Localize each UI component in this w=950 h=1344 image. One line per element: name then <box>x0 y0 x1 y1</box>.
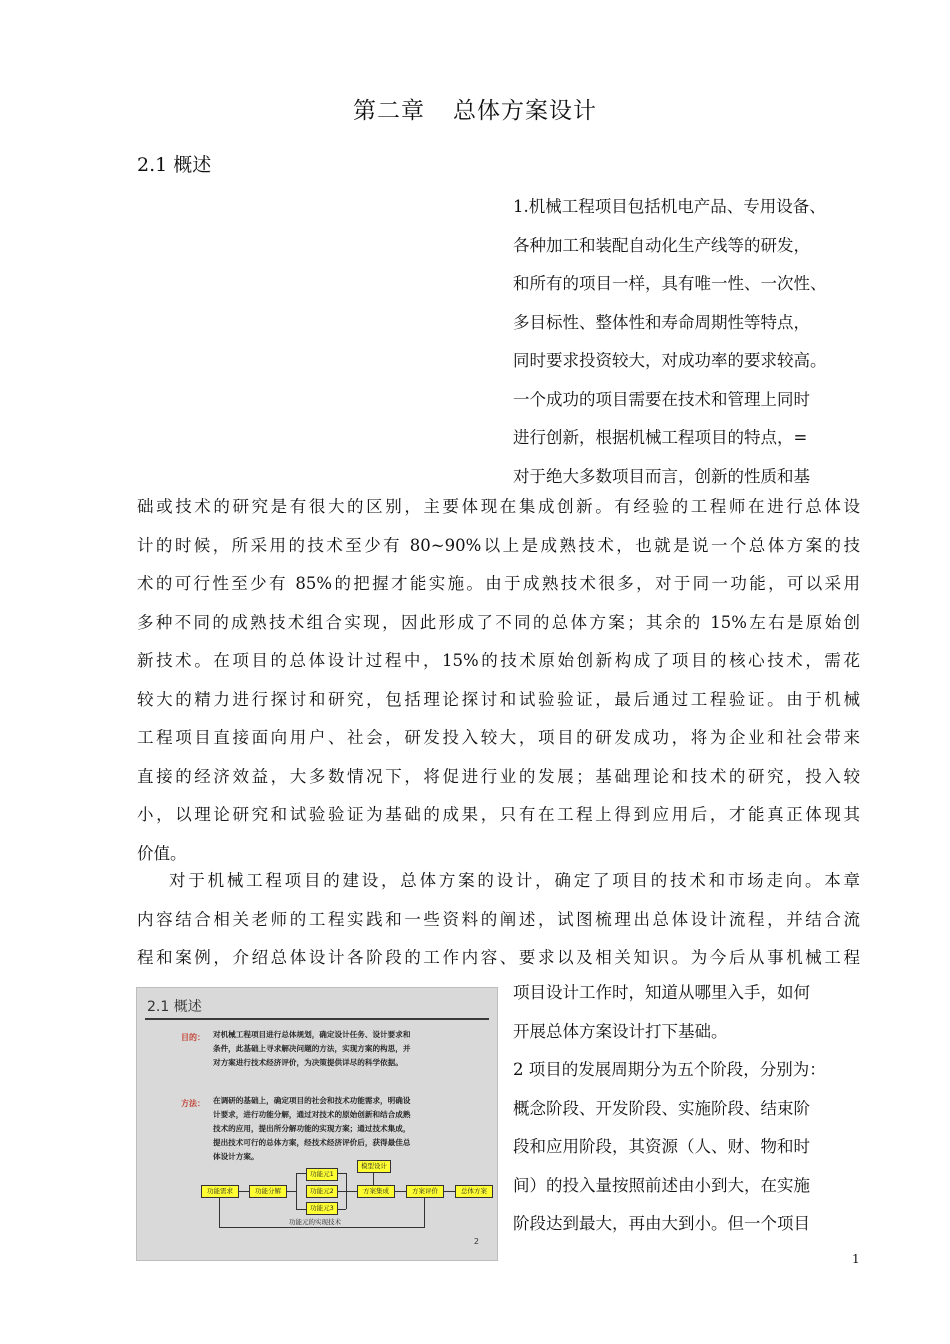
purpose-text <box>213 1028 410 1070</box>
flow-arrow <box>443 1191 455 1192</box>
flow-decompose: 功能分解 <box>249 1185 287 1198</box>
flow-feedback <box>424 1197 425 1227</box>
text-line: 础或技术的研究是有很大的区别，主要体现在集成创新。有经验的工程师在进行总体设 <box>137 497 860 516</box>
text-line: 项目设计工作时，知道从哪里入手，如何 <box>513 983 810 1002</box>
text-line: 对于机械工程项目的建设，总体方案的设计，确定了项目的技术和市场走向。本章 <box>137 871 860 890</box>
flow-branch <box>296 1173 297 1209</box>
flow-arrow <box>238 1191 249 1192</box>
flow-arrow <box>337 1209 346 1210</box>
text-line: 内容结合相关老师的工程实践和一些资料的阐述，试图梳理出总体设计流程，并结合流 <box>137 909 860 929</box>
text-line: 价值。 <box>137 843 187 863</box>
method-line: 在调研的基础上，确定项目的社会和技术功能需求，明确设 <box>213 1096 411 1105</box>
flow-need: 功能需求 <box>201 1185 239 1198</box>
flow-arrow <box>394 1191 406 1192</box>
text-line: 对于绝大多数项目而言，创新的性质和基 <box>513 466 810 486</box>
right-column-lower <box>513 974 863 1244</box>
flow-func3: 功能元3 <box>306 1202 338 1215</box>
page-number: 1 <box>852 1252 860 1266</box>
flow-arrow <box>373 1172 374 1185</box>
slide-divider <box>145 1018 489 1020</box>
method-line: 技术的应用，提出所分解功能的实现方案；通过技术集成， <box>213 1124 411 1133</box>
text-line: 一个成功的项目需要在技术和管理上同时 <box>513 389 810 409</box>
text-line: 术的可行性至少有 85%的把握才能实施。由于成熟技术很多，对于同一功能，可以采用 <box>137 574 860 593</box>
method-label: 方法： <box>181 1099 205 1108</box>
flow-func2: 功能元2 <box>306 1185 338 1198</box>
text-line: 较大的精力进行探讨和研究，包括理论探讨和试验验证，最后通过工程验证。由于机械 <box>137 689 860 709</box>
paragraph-2 <box>137 862 860 978</box>
flow-func1: 功能元1 <box>306 1168 338 1181</box>
paragraph-1 <box>137 488 860 873</box>
flow-overall: 总体方案 <box>455 1185 493 1198</box>
purpose-line: 对方案进行技术经济评价，为决策提供详尽的科学依据。 <box>213 1058 403 1067</box>
text-line: 概念阶段、开发阶段、实施阶段、结束阶 <box>513 1098 810 1118</box>
chapter-title: 第二章 总体方案设计 <box>353 98 597 124</box>
text-line: 阶段达到最大，再由大到小。但一个项目 <box>513 1214 810 1233</box>
text-line: 多种不同的成熟技术组合实现，因此形成了不同的总体方案；其余的 15%左右是原始创 <box>137 612 860 632</box>
method-line: 提出技术可行的总体方案，经技术经济评价后，获得最佳总 <box>213 1138 411 1147</box>
method-line: 计要求，进行功能分解，通过对技术的原始创新和结合成熟 <box>213 1110 411 1119</box>
text-line: 程和案例，介绍总体设计各阶段的工作内容、要求以及相关知识。为今后从事机械工程 <box>137 948 860 967</box>
text-line: 计的时候，所采用的技术至少有 80~90%以上是成熟技术，也就是说一个总体方案的技 <box>137 535 860 555</box>
flow-arrow <box>296 1173 306 1174</box>
text-line: 各种加工和装配自动化生产线等的研发， <box>513 235 810 255</box>
text-line: 小，以理论研究和试验验证为基础的成果，只有在工程上得到应用后，才能真正体现其 <box>137 805 860 824</box>
flow-integrate: 方案集成 <box>357 1185 395 1198</box>
flow-arrow <box>296 1209 306 1210</box>
text-line: 新技术。在项目的总体设计过程中，15%的技术原始创新构成了项目的核心技术，需花 <box>137 651 860 670</box>
text-line: 进行创新，根据机械工程项目的特点，= <box>513 428 808 447</box>
section-heading: 2.1 概述 <box>137 154 212 176</box>
text-line: 间）的投入量按照前述由小到大，在实施 <box>513 1175 810 1195</box>
flow-model: 模型设计 <box>357 1160 391 1173</box>
flow-arrow <box>286 1191 296 1192</box>
text-line: 工程项目直接面向用户、社会，研发投入较大，项目的研发成功，将为企业和社会带来 <box>137 728 860 747</box>
flow-feedback <box>219 1197 220 1227</box>
slide-title: 2.1 概述 <box>147 999 202 1015</box>
text-line: 1.机械工程项目包括机电产品、专用设备、 <box>513 197 826 216</box>
method-text <box>213 1094 410 1164</box>
text-line: 开展总体方案设计打下基础。 <box>513 1021 728 1041</box>
text-line: 同时要求投资较大，对成功率的要求较高。 <box>513 351 827 370</box>
right-column-upper <box>513 188 863 496</box>
purpose-line: 对机械工程项目进行总体规划，确定设计任务、设计要求和 <box>213 1030 411 1039</box>
text-line: 直接的经济效益，大多数情况下，将促进行业的发展；基础理论和技术的研究，投入较 <box>137 766 860 786</box>
flow-evaluate: 方案评价 <box>406 1185 444 1198</box>
method-line: 体设计方案。 <box>213 1152 259 1161</box>
slide-figure <box>136 987 498 1261</box>
text-line: 段和应用阶段，其资源（人、财、物和时 <box>513 1137 810 1156</box>
flow-arrow <box>337 1191 357 1192</box>
purpose-label: 目的： <box>181 1033 205 1042</box>
purpose-line: 条件，此基础上寻求解决问题的方法，实现方案的构思，并 <box>213 1044 411 1053</box>
text-line: 和所有的项目一样，具有唯一性、一次性、 <box>513 274 827 293</box>
slide-page-number: 2 <box>473 1237 479 1246</box>
flow-realization-label: 功能元的实现技术 <box>289 1218 341 1226</box>
text-line: 2 项目的发展周期分为五个阶段，分别为： <box>513 1060 826 1079</box>
flow-arrow <box>337 1173 346 1174</box>
flow-feedback <box>219 1227 425 1228</box>
text-line: 多目标性、整体性和寿命周期性等特点， <box>513 312 810 332</box>
